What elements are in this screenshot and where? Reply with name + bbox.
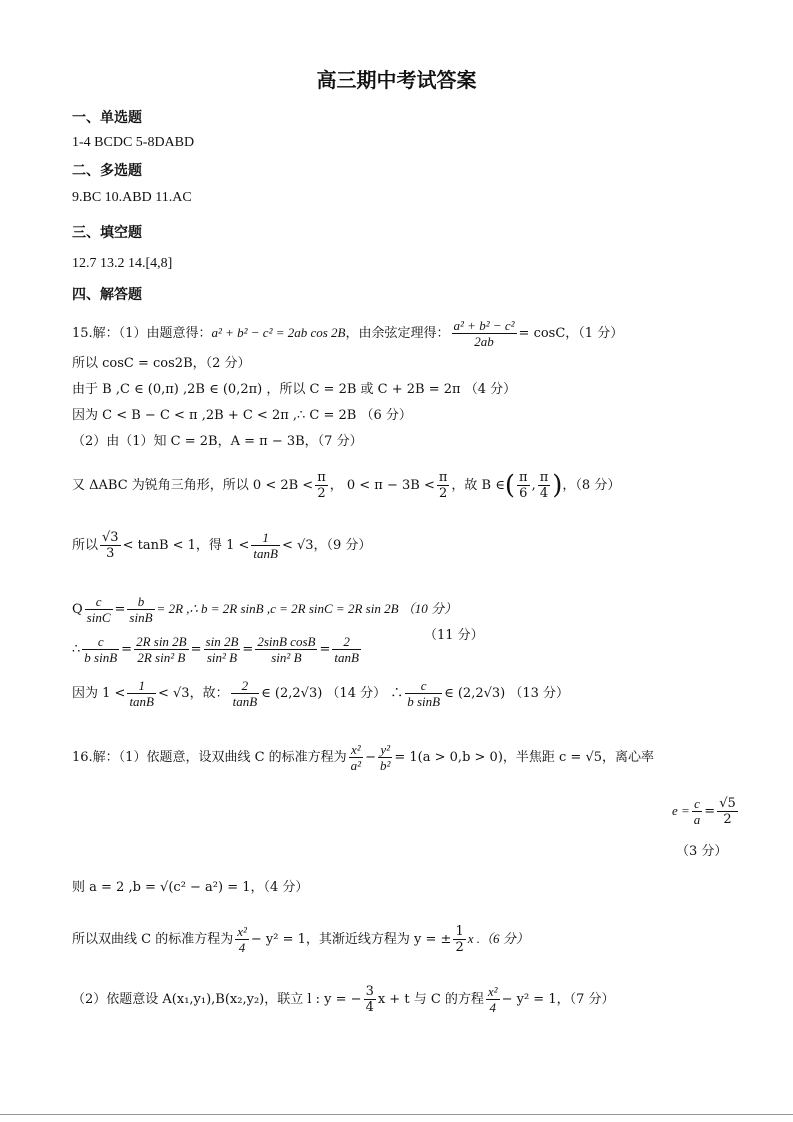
section-heading-single: 一、单选题 [72,110,142,126]
fraction-pi-over-2: $\frac{\pi}{2}$ [317,470,326,501]
fraction-step3: $\frac{\sin 2B}{\text{sin² B}}$ [205,634,239,665]
fraction-x2-over-4: $\frac{\text{x²}}{4}$ [237,924,247,955]
fraction-pi-over-6: $\frac{\pi}{6}$ [519,470,528,501]
page-bottom-rule [0,1114,793,1115]
fraction-c-over-bsinB-b: $\frac{c}{\text{b sinB}}$ [407,678,441,709]
fraction-x2-over-4-b: $\frac{\text{x²}}{4}$ [487,984,498,1015]
fraction-b-over-sinB: $\frac{b}{\sin B}$ [129,594,153,625]
fraction-3-over-4: $\frac{3}{4}$ [365,984,374,1015]
fraction-2-over-tanB-b: $\frac{2}{\tan B}$ [232,678,258,709]
fraction-cosine-law: $\frac{\text{a² + b² − c²}}{2ab}$ [453,318,515,349]
q15-line5: （2）由（1）知 C = 2B，A = π − 3B，（7 分） [72,434,363,449]
q15-line4: 因为 C < B − C < π ,2B + C < 2π ,∴ C = 2B （6 分） [72,408,412,423]
fraction-c-over-a: $\frac{c}{a}$ [693,796,701,827]
page-title: 高三期中考试答案 [316,68,477,92]
section-heading-solutions: 四、解答题 [72,287,142,303]
fraction-step2: $\frac{\text{2R sin 2B}}{\text{2R sin² B}}$ [136,634,187,665]
q16-line3: 则 a = 2 ,b = √(c² − a²) = 1，（4 分） [72,880,309,895]
fraction-c-over-bsinB: $\frac{c}{\text{b sinB}}$ [84,634,118,665]
q16-line1: 16.解：（1）依题意，设双曲线 C 的标准方程为 $\frac{\text{x²}}{\text{a²}}$ − $\frac{\text{y²}}{\text{b²}}$ = 1(a > 0,b > 0)，半焦距 c = √5，离心率 [72,742,655,773]
q15-line1: 15.解：（1）由题意得：a² + b² − c² = 2ab cos 2B，由余弦定理得： $\frac{\text{a² + b² − c²}}{2ab}$ = cosC，（1 分） [72,318,624,349]
q15-line7: 所以 $\frac{√3}{3}$ < tanB < 1，得 1 < $\frac{1}{\tan B}$ < √3，（9 分） [72,530,372,561]
fraction-2-over-tanB: $\frac{2}{\tan B}$ [334,634,359,665]
answer-fill: 12.7 13.2 14.[4,8] [72,256,173,271]
fraction-1-over-tanB: $\frac{1}{\tan B}$ [253,530,278,561]
fraction-pi-over-4: $\frac{\pi}{4}$ [539,470,549,501]
answer-single: 1-4 BCDC 5-8DABD [72,135,195,150]
section-heading-fill: 三、填空题 [72,225,142,241]
q15-score11: （11 分） [424,628,484,643]
fraction-c-over-sinC: $\frac{c}{\sin C}$ [86,594,111,625]
q15-line3: 由于 B ,C ∈ (0,π) ,2B ∈ (0,2π) ，所以 C = 2B 或 C + 2B = 2π （4 分） [72,382,517,397]
q16-line4: 所以双曲线 C 的标准方程为 $\frac{\text{x²}}{4}$ − y² = 1，其渐近线方程为 y = ± $\frac{1}{2}$ x .（6 分） [72,924,529,955]
q15-line2: 所以 cosC = cos2B，（2 分） [72,356,251,371]
answer-multi: 9.BC 10.ABD 11.AC [72,190,192,205]
fraction-pi-over-2b: $\frac{\pi}{2}$ [438,470,448,501]
q15-line9: ∴ $\frac{c}{\text{b sinB}}$ = $\frac{\text{2R sin 2B}}{\text{2R sin² B}}$ = $\frac{\sin 2B}{\text{sin² B}}$ = $\frac{\text{2sinB cosB}}{\text{sin² B}}$ = $\frac{2}{\tan B}$ [72,634,359,665]
fraction-1-over-2: $\frac{1}{2}$ [455,924,464,955]
q16-score3: （3 分） [676,844,728,859]
fraction-y2-over-b2: $\frac{\text{y²}}{\text{b²}}$ [379,742,391,773]
fraction-x2-over-a2: $\frac{\text{x²}}{\text{a²}}$ [350,742,362,773]
q15-line8: Q $\frac{c}{\sin C}$ = $\frac{b}{\sin B}$ = 2R ,∴ b = 2R sinB ,c = 2R sinC = 2R sin 2B （10 分） [72,594,458,625]
fraction-root5-over-2: $\frac{√5}{2}$ [719,796,736,827]
q15-line6: 又 ΔABC 为锐角三角形，所以 0 < 2B < $\frac{\pi}{2}$ ， 0 < π − 3B < $\frac{\pi}{2}$ ，故 B ∈( $\frac{\pi}{6}$ , $\frac{\pi}{4}$ )，（8 分） [72,470,621,501]
q15-line10: 因为 1 < $\frac{1}{\tan B}$ < √3，故： $\frac{2}{\tan B}$ ∈ (2,2√3) （14 分） ∴ $\frac{c}{\text{b sinB}}$ ∈ (2,2√3) （13 分） [72,678,570,709]
fraction-1-over-tanB-b: $\frac{1}{\tan B}$ [129,678,154,709]
q16-eccentricity: e = $\frac{c}{a}$ = $\frac{√5}{2}$ [672,796,736,827]
section-heading-multi: 二、多选题 [72,163,142,179]
q16-line5: （2）依题意设 A(x₁,y₁),B(x₂,y₂)，联立 l : y = − $\frac{3}{4}$ x + t 与 C 的方程 $\frac{\text{x²}}{4}$ − y² = 1，（7 分） [72,984,615,1015]
fraction-step4: $\frac{\text{2sinB cosB}}{\text{sin² B}}$ [257,634,316,665]
fraction-root3-over-3: $\frac{√3}{3}$ [102,530,119,561]
